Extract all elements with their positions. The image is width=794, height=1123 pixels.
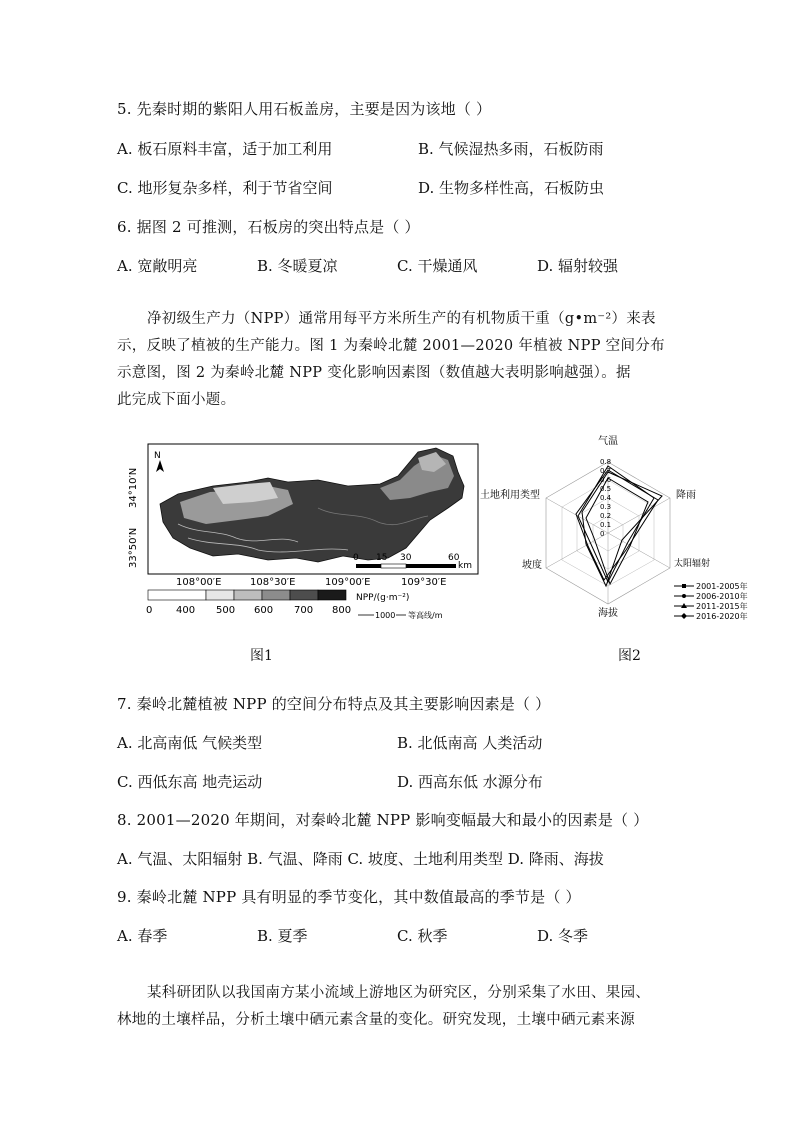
figure1-map <box>118 438 498 623</box>
legend-val-400: 400 <box>176 605 196 616</box>
scale-label-15: 15 <box>376 553 388 563</box>
tick-0.6: 0.6 <box>600 476 612 484</box>
q6-option-c: C. 干燥通风 <box>397 257 478 275</box>
tick-0.4: 0.4 <box>600 494 612 502</box>
q7-option-b: B. 北低南高 人类活动 <box>397 734 543 752</box>
tick-0.2: 0.2 <box>600 512 612 520</box>
lon-label-1: 108°00′E <box>176 577 222 588</box>
legend-val-700: 700 <box>294 605 314 616</box>
passage-npp-line3: 示意图，图 2 为秦岭北麓 NPP 变化影响因素图（数值越大表明影响越强）。据 <box>117 365 631 381</box>
radar-ticks <box>600 458 612 538</box>
legend-2006-2010: 2006-2010年 <box>696 592 748 601</box>
q5-option-c: C. 地形复杂多样，利于节省空间 <box>117 179 333 197</box>
passage-npp <box>117 306 687 414</box>
lat-label-north: 34°10′N <box>128 467 139 508</box>
axis-slope: 坡度 <box>522 560 542 571</box>
passage-selenium <box>117 980 687 1034</box>
q5-option-d: D. 生物多样性高，石板防虫 <box>418 179 605 197</box>
tick-0.3: 0.3 <box>600 503 612 511</box>
legend-unit: NPP/(g·m⁻²) <box>356 593 410 603</box>
scale-label-30: 30 <box>400 553 412 563</box>
q7-option-d: D. 西高东低 水源分布 <box>397 773 543 791</box>
north-label: N <box>154 451 161 461</box>
legend-val-0: 0 <box>146 605 153 616</box>
q7-stem: 7. 秦岭北麓植被 NPP 的空间分布特点及其主要影响因素是（ ） <box>117 695 551 713</box>
passage-npp-line2: 示，反映了植被的生产能力。图 1 为秦岭北麓 2001—2020 年植被 NPP 空间分布 <box>117 338 665 354</box>
passage-selenium-line1: 某科研团队以我国南方某小流域上游地区为研究区，分别采集了水田、果园、 <box>147 985 651 1001</box>
radar-legend <box>674 581 748 621</box>
lon-label-3: 109°00′E <box>325 577 371 588</box>
lat-label-south: 33°50′N <box>128 527 139 568</box>
tick-0.8: 0.8 <box>600 458 612 466</box>
q5-option-a: A. 板石原料丰富，适于加工利用 <box>117 140 333 158</box>
axis-elevation: 海拔 <box>598 608 618 619</box>
q8-options: A. 气温、太阳辐射 B. 气温、降雨 C. 坡度、土地利用类型 D. 降雨、海拔 <box>117 850 604 868</box>
scale-label-0: 0 <box>353 553 359 563</box>
figure1-caption: 图1 <box>250 648 273 664</box>
lon-label-2: 108°30′E <box>250 577 296 588</box>
q6-option-b: B. 冬暖夏凉 <box>257 257 338 275</box>
q7-option-c: C. 西低东高 地壳运动 <box>117 773 263 791</box>
passage-npp-line4: 此完成下面小题。 <box>117 392 236 408</box>
lon-label-4: 109°30′E <box>401 577 447 588</box>
npp-legend <box>146 590 443 620</box>
tick-0.1: 0.1 <box>600 521 612 529</box>
contour-text: 等高线/m <box>408 611 443 620</box>
q8-stem: 8. 2001—2020 年期间，对秦岭北麓 NPP 影响变幅最大和最小的因素是（ ） <box>117 811 649 829</box>
axis-land-use: 土地利用类型 <box>480 490 540 501</box>
tick-0.7: 0.7 <box>600 467 612 475</box>
q9-stem: 9. 秦岭北麓 NPP 具有明显的季节变化，其中数值最高的季节是（ ） <box>117 888 581 906</box>
q5-option-b: B. 气候湿热多雨，石板防雨 <box>418 140 604 158</box>
q6-stem: 6. 据图 2 可推测，石板房的突出特点是（ ） <box>117 218 420 236</box>
legend-val-800: 800 <box>332 605 352 616</box>
q6-option-d: D. 辐射较强 <box>537 257 619 275</box>
q9-option-c: C. 秋季 <box>397 927 448 945</box>
q7-option-a: A. 北高南低 气候类型 <box>117 734 263 752</box>
scale-unit: km <box>458 561 472 571</box>
radar-series <box>576 466 662 586</box>
axis-temperature: 气温 <box>598 436 618 447</box>
scale-label-60: 60 <box>448 553 460 563</box>
tick-0.5: 0.5 <box>600 485 612 493</box>
q9-option-b: B. 夏季 <box>257 927 308 945</box>
axis-rainfall: 降雨 <box>676 490 696 501</box>
figure2-caption: 图2 <box>618 648 641 664</box>
legend-val-600: 600 <box>254 605 274 616</box>
legend-2016-2020: 2016-2020年 <box>696 612 748 621</box>
passage-selenium-line2: 林地的土壤样品，分析土壤中硒元素含量的变化。研究发现，土壤中硒元素来源 <box>117 1012 635 1028</box>
tick-0: 0 <box>600 530 605 538</box>
passage-npp-line1: 净初级生产力（NPP）通常用每平方米所生产的有机物质干重（g•m⁻²）来表 <box>147 311 656 327</box>
legend-2001-2005: 2001-2005年 <box>696 582 748 591</box>
q9-option-a: A. 春季 <box>117 927 168 945</box>
axis-solar-radiation: 太阳辐射 <box>674 559 711 569</box>
contour-label: 1000 <box>375 611 396 620</box>
legend-2011-2015: 2011-2015年 <box>696 602 748 611</box>
figure2-radar <box>478 432 768 632</box>
q6-option-a: A. 宽敞明亮 <box>117 257 198 275</box>
q5-stem: 5. 先秦时期的紫阳人用石板盖房，主要是因为该地（ ） <box>117 100 492 118</box>
legend-val-500: 500 <box>216 605 236 616</box>
q9-option-d: D. 冬季 <box>537 927 589 945</box>
